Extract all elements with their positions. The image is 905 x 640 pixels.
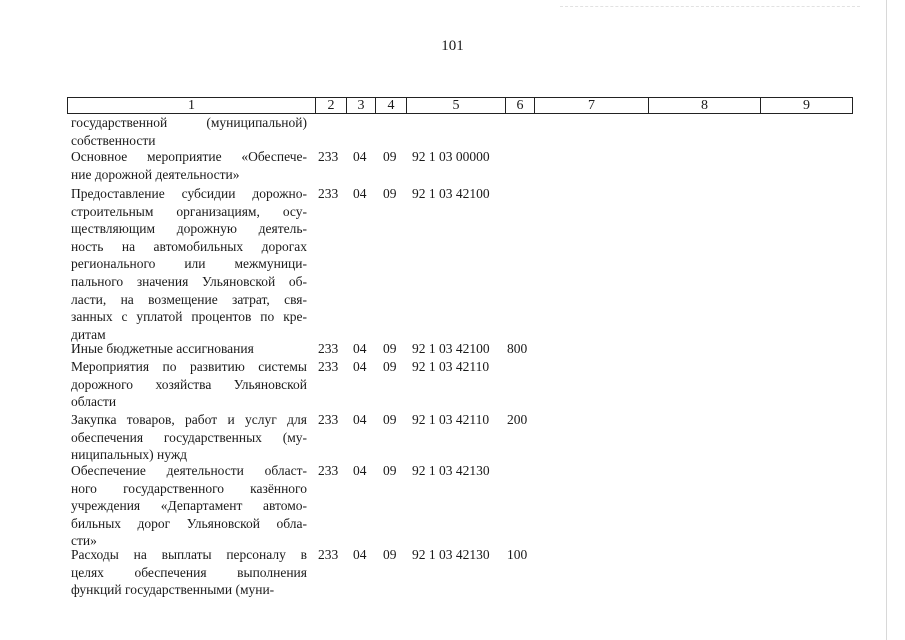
header-col-4: 4: [375, 97, 407, 114]
description-line: занных с уплатой процентов по кре-: [71, 309, 307, 325]
cell-c4: 09: [383, 547, 397, 562]
cell-c4: 09: [383, 463, 397, 478]
cell-c5: 92 1 03 42100: [412, 341, 490, 356]
description-line: функций государственными (муни-: [71, 582, 275, 598]
cell-c3: 04: [353, 547, 367, 562]
cell-c3: 04: [353, 412, 367, 427]
row-description: [71, 185, 307, 343]
row-description: [71, 340, 307, 358]
header-col-8: 8: [648, 97, 761, 114]
description-line: Предоставление субсидии дорожно-: [71, 186, 307, 201]
cell-c3: 04: [353, 463, 367, 478]
description-line: Мероприятия по развитию системы: [71, 359, 307, 374]
cell-c2: 233: [318, 149, 339, 164]
cell-c2: 233: [318, 547, 339, 562]
description-line: области: [71, 394, 117, 410]
cell-c2: 233: [318, 341, 339, 356]
header-col-9: 9: [760, 97, 853, 114]
row-description: [71, 358, 307, 411]
header-col-3: 3: [346, 97, 376, 114]
cell-c5: 92 1 03 42110: [412, 359, 490, 374]
description-line: бильных дорог Ульяновской обла-: [71, 515, 307, 531]
cell-c3: 04: [353, 359, 367, 374]
description-line: учреждения «Департамент автомо-: [71, 498, 307, 514]
cell-c4: 09: [383, 341, 397, 356]
cell-c5: 92 1 03 42130: [412, 547, 490, 562]
scan-edge: [886, 0, 887, 640]
description-line: дорожного хозяйства Ульяновской: [71, 376, 307, 392]
description-line: сти»: [71, 533, 97, 549]
cell-c3: 04: [353, 149, 367, 164]
cell-c4: 09: [383, 359, 397, 374]
cell-c2: 233: [318, 186, 339, 201]
description-line: обеспечения государственных (му-: [71, 429, 307, 445]
description-line: строительным организациям, осу-: [71, 203, 307, 219]
cell-c6: 200: [507, 412, 528, 427]
header-col-1: 1: [67, 97, 316, 114]
description-line: Обеспечение деятельности област-: [71, 463, 307, 478]
row-description: [71, 148, 307, 183]
cell-c6: 100: [507, 547, 528, 562]
header-col-5: 5: [406, 97, 506, 114]
description-line: регионального или межмуници-: [71, 256, 307, 272]
scan-edge-top: [560, 6, 860, 8]
description-line: Закупка товаров, работ и услуг для: [71, 412, 307, 427]
description-line: государственной (муниципальной): [71, 115, 307, 130]
description-line: собственности: [71, 132, 156, 148]
header-col-6: 6: [505, 97, 535, 114]
description-line: Иные бюджетные ассигнования: [71, 341, 254, 356]
cell-c5: 92 1 03 42110: [412, 412, 490, 427]
cell-c4: 09: [383, 149, 397, 164]
row-description: [71, 462, 307, 550]
description-line: ность на автомобильных дорогах: [71, 238, 307, 254]
description-line: Основное мероприятие «Обеспече-: [71, 149, 307, 164]
description-line: пального значения Ульяновской об-: [71, 273, 307, 289]
description-line: ласти, на возмещение затрат, свя-: [71, 291, 307, 307]
description-line: дитам: [71, 326, 106, 342]
row-description: [71, 114, 307, 149]
description-line: ние дорожной деятельности»: [71, 166, 240, 182]
description-line: ного государственного казённого: [71, 480, 307, 496]
cell-c2: 233: [318, 359, 339, 374]
cell-c4: 09: [383, 412, 397, 427]
description-line: Расходы на выплаты персоналу в: [71, 547, 307, 562]
cell-c5: 92 1 03 42130: [412, 463, 490, 478]
cell-c3: 04: [353, 186, 367, 201]
cell-c6: 800: [507, 341, 528, 356]
description-line: целях обеспечения выполнения: [71, 564, 307, 580]
row-description: [71, 411, 307, 464]
header-col-2: 2: [315, 97, 347, 114]
cell-c5: 92 1 03 42100: [412, 186, 490, 201]
row-description: [71, 546, 307, 599]
cell-c2: 233: [318, 412, 339, 427]
description-line: ществляющим дорожную деятель-: [71, 221, 307, 237]
cell-c4: 09: [383, 186, 397, 201]
page-number: 101: [441, 38, 464, 54]
header-col-7: 7: [534, 97, 649, 114]
cell-c2: 233: [318, 463, 339, 478]
description-line: ниципальных) нужд: [71, 447, 188, 463]
cell-c5: 92 1 03 00000: [412, 149, 490, 164]
cell-c3: 04: [353, 341, 367, 356]
